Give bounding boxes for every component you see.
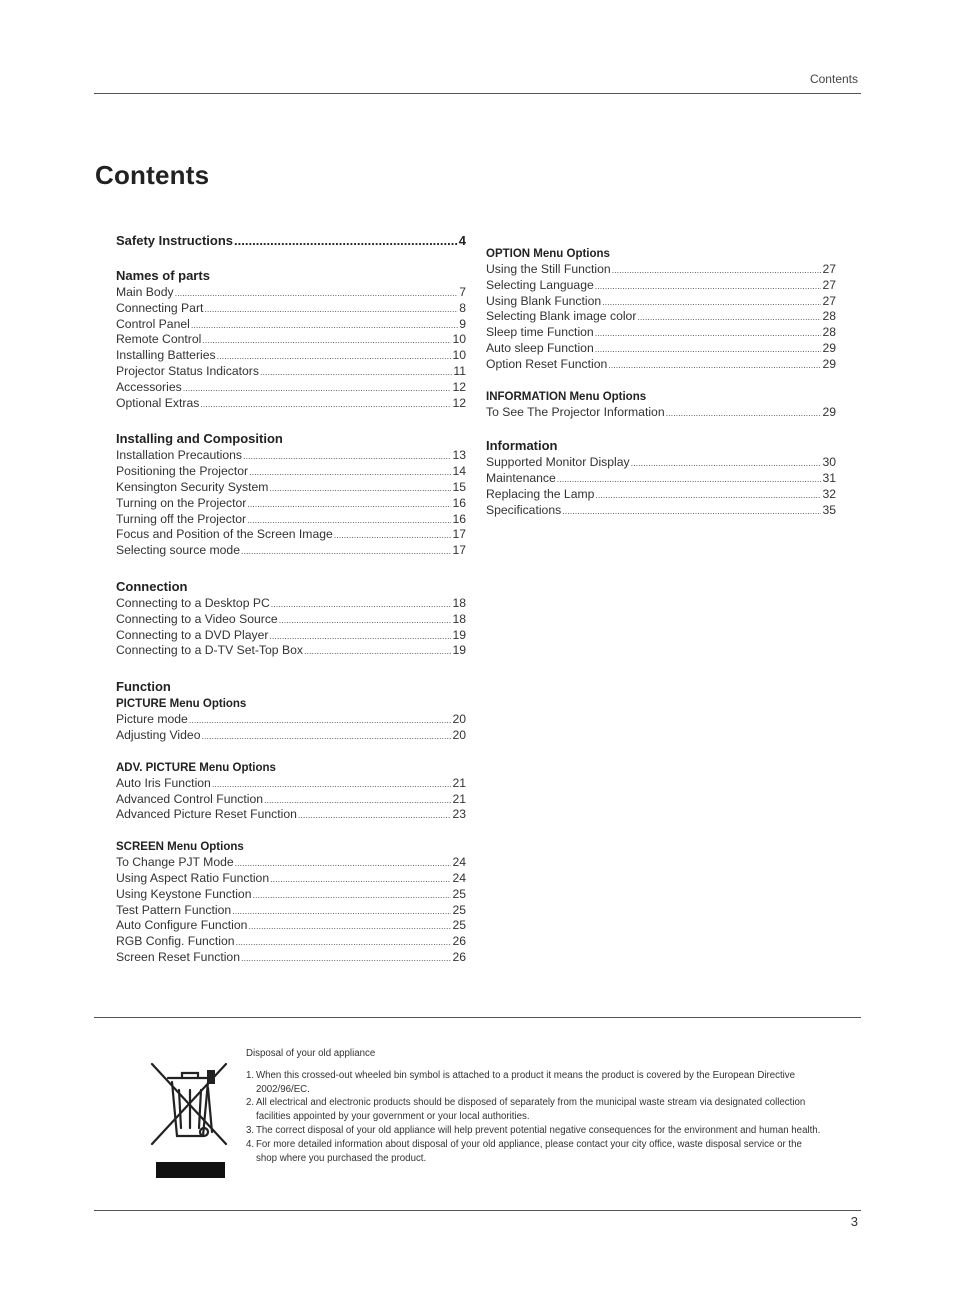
toc-entry-page: 29	[822, 340, 836, 355]
toc-entry	[486, 405, 836, 421]
toc-entry-page: 26	[452, 949, 466, 964]
toc-entry	[116, 364, 466, 380]
section-heading: Information	[486, 438, 558, 454]
dot-leader	[189, 713, 452, 729]
toc-entry	[116, 480, 466, 496]
toc-entry-page: 11	[453, 363, 466, 378]
toc-entry	[116, 612, 466, 628]
toc-entry	[116, 776, 466, 792]
toc-entry	[486, 357, 836, 373]
dot-leader	[175, 286, 459, 302]
toc-entry-page: 19	[452, 627, 466, 642]
dot-leader	[241, 544, 451, 560]
section-heading: Function	[116, 679, 171, 695]
toc-entry-page: 26	[452, 934, 466, 949]
disposal-item-number: 2.	[246, 1097, 255, 1109]
toc-entry-page: 27	[822, 293, 836, 308]
toc-entry-page: 20	[452, 727, 466, 742]
toc-entry-page: 27	[822, 262, 836, 276]
header-rule	[94, 93, 861, 94]
toc-entry-page: 9	[459, 316, 466, 331]
toc-entry	[116, 496, 466, 512]
toc-entry-page: 16	[452, 495, 466, 510]
toc-entry-title: Kensington Security System	[116, 479, 269, 494]
toc-entry	[116, 728, 466, 744]
toc-entry-title: Main Body	[116, 285, 174, 299]
toc-left-column	[116, 232, 466, 966]
subsection-heading: OPTION Menu Options	[486, 248, 610, 260]
toc-entry	[116, 464, 466, 480]
subsection-heading: ADV. PICTURE Menu Options	[116, 761, 276, 774]
toc-entry-title: To See The Projector Information	[486, 404, 665, 419]
toc-entry-page: 16	[452, 511, 466, 526]
dot-leader	[595, 326, 822, 342]
footer-rule	[94, 1210, 861, 1211]
toc-entry	[116, 380, 466, 396]
dot-leader	[298, 808, 452, 824]
toc-entry-page: 17	[452, 527, 466, 542]
toc-group	[486, 389, 836, 421]
dot-leader	[234, 232, 458, 250]
toc-entry-page: 10	[452, 348, 466, 363]
disposal-list	[246, 1069, 821, 1166]
toc-entry-title: Sleep time Function	[486, 325, 594, 340]
toc-entry	[116, 855, 466, 871]
dot-leader	[247, 513, 451, 529]
toc-entry-page: 29	[822, 404, 836, 419]
toc-entry	[116, 596, 466, 612]
toc-entry	[486, 262, 836, 278]
toc-entry	[116, 301, 466, 317]
section-heading: Names of parts	[116, 268, 210, 283]
toc-entry-title: Optional Extras	[116, 395, 200, 410]
toc-entry-title: Auto Configure Function	[116, 918, 248, 933]
section-heading: Connection	[116, 578, 188, 594]
toc-entry-page: 14	[452, 464, 466, 479]
toc-entry	[486, 503, 836, 519]
toc-entry-page: 12	[452, 379, 466, 394]
disposal-item-number: 1.	[246, 1069, 255, 1081]
toc-entry-title: Projector Status Indicators	[116, 363, 259, 378]
toc-entry-page: 18	[452, 611, 466, 626]
dot-leader	[271, 597, 452, 613]
dot-leader	[247, 497, 451, 513]
toc-entry	[116, 543, 466, 559]
toc-entry	[116, 887, 466, 903]
toc-entry	[116, 934, 466, 950]
dot-leader	[608, 358, 821, 374]
toc-entry-title: Advanced Control Function	[116, 791, 264, 806]
toc-entry-title: Connecting to a Video Source	[116, 611, 278, 626]
toc-entry	[486, 455, 836, 471]
toc-entry-title: Auto sleep Function	[486, 340, 594, 355]
dot-leader	[260, 365, 452, 381]
dot-leader	[217, 349, 452, 365]
toc-entry	[486, 341, 836, 357]
dot-leader	[304, 644, 451, 660]
toc-entry-page: 7	[459, 285, 466, 299]
subsection-heading: INFORMATION Menu Options	[486, 390, 647, 403]
dot-leader	[235, 856, 452, 872]
dot-leader	[241, 951, 451, 967]
toc-entry-page: 30	[822, 455, 836, 470]
toc-entry-page: 17	[452, 543, 466, 558]
toc-entry	[486, 294, 836, 310]
disposal-item-text: For more detailed information about disposal of your old appliance, please contact your city office, waste disposal service or the shop where you purchased the product.	[256, 1138, 802, 1164]
toc-entry-page: 18	[452, 595, 466, 610]
toc-entry-title: Screen Reset Function	[116, 949, 240, 964]
toc-entry-page: 19	[452, 643, 466, 658]
toc-entry-page: 13	[452, 448, 466, 463]
toc-entry	[116, 871, 466, 887]
toc-entry	[116, 448, 466, 464]
toc-entry-title: Supported Monitor Display	[486, 455, 630, 470]
toc-entry-page: 35	[822, 502, 836, 517]
toc-entry-title: Specifications	[486, 502, 562, 517]
toc-entry	[116, 348, 466, 364]
dot-leader	[191, 318, 458, 334]
toc-entry-title: Using Keystone Function	[116, 886, 252, 901]
subsection-heading: SCREEN Menu Options	[116, 841, 244, 854]
toc-entry	[116, 396, 466, 412]
disposal-item	[246, 1138, 821, 1166]
toc-entry-title: Auto Iris Function	[116, 775, 211, 790]
toc-entry-title: Connecting to a D-TV Set-Top Box	[116, 643, 303, 658]
toc-entry-page: 25	[452, 886, 466, 901]
dot-leader	[637, 310, 821, 326]
toc-entry-title: Connecting to a Desktop PC	[116, 595, 270, 610]
toc-entry-page: 28	[822, 325, 836, 340]
running-head: Contents	[809, 72, 858, 86]
toc-entry-title: Using the Still Function	[486, 262, 611, 276]
toc-entry	[116, 643, 466, 659]
toc-entry-page: 29	[822, 356, 836, 371]
toc-entry-title: Picture mode	[116, 712, 188, 727]
toc-group	[116, 232, 466, 250]
toc-entry-page: 31	[822, 471, 836, 486]
toc-entry	[486, 471, 836, 487]
notice-top-rule	[94, 1017, 861, 1018]
toc-entry	[116, 712, 466, 728]
disposal-item-text: All electrical and electronic products should be disposed of separately from the municipal waste stream via designated collection facilities appointed by your government or your local authorities.	[256, 1097, 806, 1123]
toc-entry-title: Selecting source mode	[116, 543, 240, 558]
page-number: 3	[850, 1214, 858, 1229]
toc-entry-title: Connecting Part	[116, 300, 204, 315]
toc-entry-page: 12	[452, 395, 466, 410]
toc-entry-page: 21	[452, 791, 466, 806]
toc-group	[116, 760, 466, 823]
disposal-notice	[246, 1047, 821, 1165]
toc-entry-title: Turning on the Projector	[116, 495, 247, 510]
dot-leader	[232, 904, 451, 920]
dot-leader	[602, 295, 821, 311]
toc-entry-page: 10	[452, 332, 466, 347]
dot-leader	[612, 263, 822, 279]
toc-entry-title: Option Reset Function	[486, 356, 608, 371]
toc-entry-title: RGB Config. Function	[116, 934, 235, 949]
disposal-item	[246, 1069, 821, 1097]
toc-entry	[116, 792, 466, 808]
toc-entry	[486, 309, 836, 325]
toc-entry	[116, 918, 466, 934]
dot-leader	[269, 629, 451, 645]
toc-entry-page: 32	[822, 486, 836, 501]
toc-entry	[116, 527, 466, 543]
toc-entry-title: Connecting to a DVD Player	[116, 627, 269, 642]
toc-entry-title: Replacing the Lamp	[486, 486, 595, 501]
section-heading: Installing and Composition	[116, 431, 283, 447]
toc-entry-title: Control Panel	[116, 316, 190, 331]
toc-entry-page: 23	[452, 807, 466, 822]
disposal-item	[246, 1096, 821, 1124]
crossed-out-wheeled-bin-icon	[148, 1058, 230, 1182]
toc-entry-title: Using Aspect Ratio Function	[116, 870, 270, 885]
toc-entry-page: 24	[452, 855, 466, 870]
dot-leader	[334, 528, 452, 544]
dot-leader	[248, 919, 451, 935]
toc-right-column	[486, 246, 836, 519]
toc-entry-title: Positioning the Projector	[116, 464, 249, 479]
dot-leader	[269, 481, 451, 497]
disposal-item-number: 3.	[246, 1124, 255, 1136]
dot-leader	[557, 472, 822, 488]
disposal-item-text: When this crossed-out wheeled bin symbol is attached to a product it means the product is covered by the European Directive 2002/96/EC.	[256, 1069, 796, 1095]
toc-entry-page: 27	[822, 277, 836, 292]
dot-leader	[270, 872, 451, 888]
dot-leader	[595, 488, 821, 504]
toc-entry	[116, 332, 466, 348]
toc-entry-title: Focus and Position of the Screen Image	[116, 527, 333, 542]
toc-entry	[116, 317, 466, 333]
dot-leader	[204, 302, 458, 318]
toc-entry-page: 8	[459, 300, 466, 315]
toc-entry-title: Using Blank Function	[486, 293, 602, 308]
toc-group	[486, 246, 836, 373]
toc-entry-page: 28	[822, 309, 836, 324]
dot-leader	[236, 935, 452, 951]
dot-leader	[212, 777, 452, 793]
toc-group	[116, 578, 466, 659]
dot-leader	[183, 381, 452, 397]
toc-group	[116, 839, 466, 966]
dot-leader	[666, 406, 822, 422]
toc-entry-title: Turning off the Projector	[116, 511, 247, 526]
dot-leader	[595, 342, 822, 358]
dot-leader	[201, 729, 451, 745]
toc-group	[116, 267, 466, 411]
toc-entry-title: Selecting Language	[486, 277, 594, 292]
toc-entry	[116, 285, 466, 301]
toc-entry-title: Test Pattern Function	[116, 902, 232, 917]
dot-leader	[631, 456, 822, 472]
toc-entry	[486, 487, 836, 503]
toc-entry-title: Accessories	[116, 379, 182, 394]
dot-leader	[562, 504, 821, 520]
toc-entry-title: Adjusting Video	[116, 727, 201, 742]
toc-entry-page: 25	[452, 902, 466, 917]
subsection-heading: PICTURE Menu Options	[116, 698, 247, 711]
toc-entry	[486, 325, 836, 341]
toc-entry-title: Safety Instructions	[116, 233, 234, 248]
disposal-item-text: The correct disposal of your old appliance will help prevent potential negative consequences for the environment and human health.	[256, 1124, 821, 1136]
toc-entry-page: 20	[452, 712, 466, 727]
toc-entry-title: Selecting Blank image color	[486, 309, 637, 324]
toc-group	[116, 678, 466, 744]
disposal-notice-title: Disposal of your old appliance	[246, 1048, 376, 1059]
toc-group	[486, 437, 836, 518]
toc-entry	[116, 232, 466, 250]
toc-entry	[116, 950, 466, 966]
disposal-item-number: 4.	[246, 1138, 255, 1150]
dot-leader	[249, 465, 451, 481]
toc-entry	[486, 278, 836, 294]
toc-entry	[116, 807, 466, 823]
toc-entry	[116, 903, 466, 919]
toc-entry-page: 25	[452, 918, 466, 933]
toc-entry-title: Installation Precautions	[116, 448, 243, 463]
toc-entry-page: 15	[452, 479, 466, 494]
toc-entry-page: 21	[452, 775, 466, 790]
dot-leader	[200, 397, 451, 413]
dot-leader	[264, 793, 451, 809]
disposal-item	[246, 1124, 821, 1138]
toc-entry-title: To Change PJT Mode	[116, 855, 234, 870]
page-title: Contents	[95, 160, 210, 190]
toc-entry-title: Maintenance	[486, 471, 556, 486]
dot-leader	[202, 333, 451, 349]
toc-group	[116, 430, 466, 559]
dot-leader	[243, 449, 451, 465]
dot-leader	[253, 888, 452, 904]
toc-entry-title: Remote Control	[116, 332, 202, 347]
toc-entry-title: Installing Batteries	[116, 348, 216, 363]
dot-leader	[279, 613, 452, 629]
toc-entry-title: Advanced Picture Reset Function	[116, 807, 297, 822]
toc-entry-page: 24	[452, 870, 466, 885]
toc-entry-page: 4	[458, 233, 466, 248]
toc-entry	[116, 628, 466, 644]
toc-entry	[116, 512, 466, 528]
dot-leader	[595, 279, 822, 295]
